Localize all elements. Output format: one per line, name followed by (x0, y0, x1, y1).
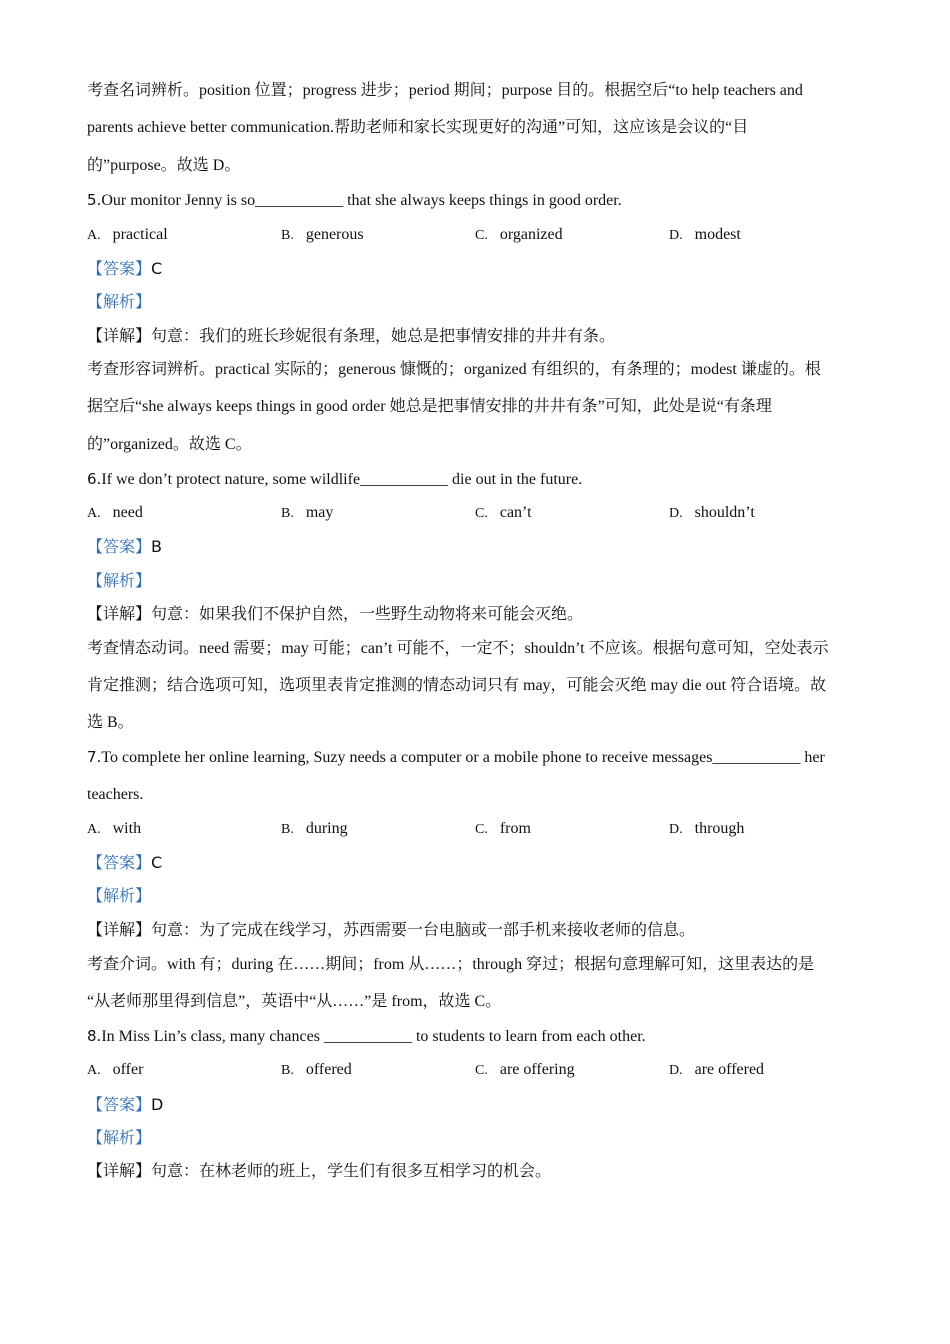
answer-label: 【答案】 (87, 539, 152, 556)
intro-line-2: parents achieve better communication.帮助老师和家长实现更好的沟通”可知，这应该是会议的“目 (87, 119, 749, 136)
explanation-line: 考查形容词辨析。practical 实际的；generous 慷慨的；organized 有组织的，有条理的；modest 谦虚的。根 (87, 361, 821, 378)
question-8 (87, 1026, 646, 1047)
detail-line (87, 605, 583, 625)
question-number: 6. (87, 470, 102, 488)
answer-line (87, 259, 162, 280)
question-text: In Miss Lin’s class, many chances ___________ to students to learn from each other. (101, 1028, 646, 1045)
detail-text: 句意：我们的班长珍妮很有条理，她总是把事情安排的井井有条。 (151, 328, 616, 345)
intro-line-1: 考查名词辨析。position 位置；progress 进步；period 期间；purpose 目的。根据空后“to help teachers and (87, 82, 803, 99)
explanation-line: 的”organized。故选 C。 (87, 436, 252, 453)
detail-label: 【详解】 (87, 328, 152, 345)
answer-line (87, 1095, 163, 1116)
answer-line (87, 537, 162, 558)
option-c: C. organized (475, 226, 563, 243)
option-d: D. are offered (669, 1061, 765, 1078)
answer-label: 【答案】 (87, 261, 152, 278)
answer-value: C (151, 853, 163, 872)
explanation-line: 考查介词。with 有；during 在……期间；from 从……；through 穿过；根据句意理解可知，这里表达的是 (87, 956, 815, 973)
question-text: To complete her online learning, Suzy needs a computer or a mobile phone to receive messages___________ her (101, 749, 825, 766)
answer-value: B (151, 537, 162, 556)
question-text-continued: teachers. (87, 786, 144, 803)
analysis-label: 【解析】 (87, 888, 152, 905)
detail-line (87, 1162, 551, 1182)
analysis-label: 【解析】 (87, 573, 152, 590)
question-7 (87, 747, 825, 768)
option-b: B. during (281, 820, 348, 837)
explanation-line: 肯定推测；结合选项可知，选项里表肯定推测的情态动词只有 may，可能会灭绝 may die out 符合语境。故 (87, 677, 827, 694)
question-text: Our monitor Jenny is so___________ that she always keeps things in good order. (101, 192, 622, 209)
explanation-line: “从老师那里得到信息”，英语中“从……”是 from，故选 C。 (87, 993, 502, 1010)
detail-label: 【详解】 (87, 606, 152, 623)
option-b: B. offered (281, 1061, 352, 1078)
detail-text: 句意：在林老师的班上，学生们有很多互相学习的机会。 (151, 1163, 552, 1180)
answer-value: C (151, 259, 163, 278)
detail-label: 【详解】 (87, 1163, 152, 1180)
explanation-line: 选 B。 (87, 714, 134, 731)
question-text: If we don’t protect nature, some wildlife___________ die out in the future. (101, 471, 583, 488)
answer-label: 【答案】 (87, 1097, 152, 1114)
explanation-line: 据空后“she always keeps things in good order 她总是把事情安排的井井有条”可知，此处是说“有条理 (87, 398, 772, 415)
option-c: C. are offering (475, 1061, 575, 1078)
explanation-line: 考查情态动词。need 需要；may 可能；can’t 可能不，一定不；shouldn’t 不应该。根据句意可知，空处表示 (87, 640, 829, 657)
option-a: A. offer (87, 1061, 144, 1078)
detail-text: 句意：为了完成在线学习，苏西需要一台电脑或一部手机来接收老师的信息。 (151, 922, 696, 939)
option-a: A. with (87, 820, 142, 837)
option-a: A. need (87, 504, 143, 521)
answer-value: D (151, 1095, 164, 1114)
detail-line (87, 921, 695, 941)
option-c: C. can’t (475, 504, 532, 521)
question-6 (87, 469, 582, 490)
option-b: B. may (281, 504, 334, 521)
answer-label: 【答案】 (87, 855, 152, 872)
option-b: B. generous (281, 226, 364, 243)
option-c: C. from (475, 820, 531, 837)
question-5 (87, 190, 622, 211)
option-d: D. shouldn’t (669, 504, 755, 521)
answer-line (87, 853, 162, 874)
analysis-label: 【解析】 (87, 294, 152, 311)
intro-line-3: 的”purpose。故选 D。 (87, 157, 241, 174)
question-number: 5. (87, 191, 102, 209)
detail-line (87, 327, 615, 347)
option-d: D. modest (669, 226, 741, 243)
option-a: A. practical (87, 226, 168, 243)
detail-text: 句意：如果我们不保护自然，一些野生动物将来可能会灭绝。 (151, 606, 584, 623)
question-number: 7. (87, 748, 102, 766)
question-number: 8. (87, 1027, 102, 1045)
option-d: D. through (669, 820, 745, 837)
analysis-label: 【解析】 (87, 1130, 152, 1147)
detail-label: 【详解】 (87, 922, 152, 939)
